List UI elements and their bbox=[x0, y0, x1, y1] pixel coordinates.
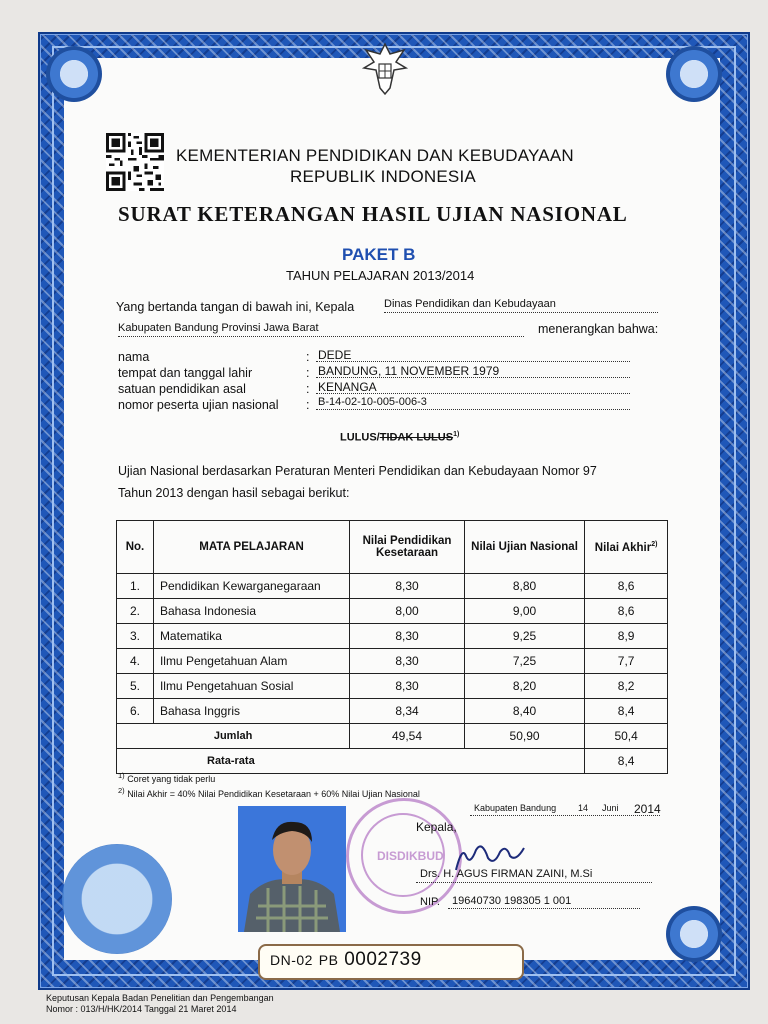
footnote-1-text: Coret yang tidak perlu bbox=[127, 774, 216, 784]
average-row bbox=[117, 749, 668, 774]
basis-line-1: Ujian Nasional berdasarkan Peraturan Menteri Pendidikan dan Kebudayaan Nomor 97 bbox=[118, 464, 597, 478]
region-dotted-line bbox=[118, 336, 524, 337]
table-row bbox=[117, 624, 668, 649]
row-un: 9,00 bbox=[464, 599, 584, 624]
intro-suffix: menerangkan bahwa: bbox=[538, 322, 659, 336]
row-no: 2. bbox=[117, 599, 154, 624]
paket-label: PAKET B bbox=[342, 245, 416, 264]
qr-code-icon bbox=[106, 133, 164, 191]
row-subject: Pendidikan Kewarganegaraan bbox=[153, 574, 349, 599]
header-akhir-label: Nilai Akhir bbox=[594, 541, 652, 554]
row-no: 3. bbox=[117, 624, 154, 649]
row-subject: Ilmu Pengetahuan Alam bbox=[153, 649, 349, 674]
sign-year: 2014 bbox=[634, 802, 661, 816]
identity-label-name: nama bbox=[118, 350, 150, 364]
colon: : bbox=[306, 366, 310, 380]
dotted-line bbox=[470, 815, 660, 816]
identity-value-birth: BANDUNG, 11 NOVEMBER 1979 bbox=[318, 364, 500, 378]
table-row bbox=[117, 574, 668, 599]
graduation-status bbox=[340, 431, 459, 444]
header-subject: MATA PELAJARAN bbox=[153, 521, 349, 574]
sign-month: Juni bbox=[602, 803, 619, 813]
certificate-title: SURAT KETERANGAN HASIL UJIAN NASIONAL bbox=[118, 202, 628, 226]
identity-label-number: nomor peserta ujian nasional bbox=[118, 398, 279, 412]
decree-line-1: Keputusan Kepala Badan Penelitian dan Pengembangan bbox=[46, 993, 274, 1003]
office-dotted-line bbox=[384, 312, 658, 313]
corner-ornament-top-right bbox=[666, 46, 722, 102]
serial-digits: 0002739 bbox=[344, 949, 422, 970]
row-un: 8,80 bbox=[464, 574, 584, 599]
row-kesetaraan: 8,00 bbox=[350, 599, 465, 624]
serial-prefix: DN-02 bbox=[270, 952, 313, 968]
sign-place: Kabupaten Bandung bbox=[474, 803, 557, 813]
dotted-line bbox=[416, 882, 652, 883]
serial-code: PB bbox=[318, 952, 339, 968]
table-row bbox=[117, 699, 668, 724]
identity-value-number: B-14-02-10-005-006-3 bbox=[318, 396, 427, 408]
row-kesetaraan: 8,30 bbox=[350, 649, 465, 674]
table-header-row bbox=[117, 521, 668, 574]
colon: : bbox=[306, 350, 310, 364]
status-lulus: LULUS/ bbox=[340, 431, 380, 444]
sign-nip: 19640730 198305 1 001 bbox=[452, 895, 572, 907]
identity-label-school: satuan pendidikan asal bbox=[118, 382, 246, 396]
colon: : bbox=[306, 398, 310, 412]
identity-value-school: KENANGA bbox=[318, 380, 377, 394]
row-no: 6. bbox=[117, 699, 154, 724]
row-un: 9,25 bbox=[464, 624, 584, 649]
table-row bbox=[117, 599, 668, 624]
republic-heading: REPUBLIK INDONESIA bbox=[290, 167, 476, 186]
academic-year: TAHUN PELAJARAN 2013/2014 bbox=[286, 268, 475, 283]
identity-label-birth: tempat dan tanggal lahir bbox=[118, 366, 253, 380]
total-un: 50,90 bbox=[464, 724, 584, 749]
row-akhir: 8,4 bbox=[585, 699, 668, 724]
footnote-1: $^{1)}$ Coret yang tidak perlu bbox=[118, 771, 216, 784]
decree-line-2: Nomor : 013/H/HK/2014 Tanggal 21 Maret 2014 bbox=[46, 1004, 237, 1014]
corner-ornament-bottom-right bbox=[666, 906, 722, 962]
status-footnote-ref: 1) bbox=[453, 431, 460, 438]
header-no: No. bbox=[117, 521, 154, 574]
stamp-text: DISDIKBUD bbox=[377, 849, 444, 863]
header-kesetaraan: Nilai Pendidikan Kesetaraan bbox=[350, 521, 465, 574]
row-un: 8,20 bbox=[464, 674, 584, 699]
total-kesetaraan: 49,54 bbox=[350, 724, 465, 749]
intro-prefix: Yang bertanda tangan di bawah ini, Kepala bbox=[116, 300, 355, 314]
total-akhir: 50,4 bbox=[585, 724, 668, 749]
colon: : bbox=[306, 382, 310, 396]
row-akhir: 8,2 bbox=[585, 674, 668, 699]
status-tidak-lulus: TIDAK LULUS bbox=[379, 431, 454, 444]
identity-value-name: DEDE bbox=[318, 348, 352, 362]
row-no: 1. bbox=[117, 574, 154, 599]
row-akhir: 8,9 bbox=[585, 624, 668, 649]
dotted-line bbox=[316, 409, 630, 410]
row-un: 8,40 bbox=[464, 699, 584, 724]
row-subject: Matematika bbox=[153, 624, 349, 649]
row-un: 7,25 bbox=[464, 649, 584, 674]
footnote-2: $^{2)}$ Nilai Akhir = 40% Nilai Pendidikan Kesetaraan + 60% Nilai Ujian Nasional bbox=[118, 786, 420, 799]
student-photo bbox=[238, 806, 346, 932]
row-kesetaraan: 8,34 bbox=[350, 699, 465, 724]
total-label: Jumlah bbox=[117, 724, 350, 749]
garuda-emblem-icon bbox=[360, 40, 410, 96]
total-row bbox=[117, 724, 668, 749]
header-akhir-footnote-ref: 2) bbox=[651, 540, 658, 548]
row-subject: Ilmu Pengetahuan Sosial bbox=[153, 674, 349, 699]
row-subject: Bahasa Indonesia bbox=[153, 599, 349, 624]
row-kesetaraan: 8,30 bbox=[350, 624, 465, 649]
row-akhir: 8,6 bbox=[585, 599, 668, 624]
row-kesetaraan: 8,30 bbox=[350, 574, 465, 599]
row-akhir: 7,7 bbox=[585, 649, 668, 674]
ministry-seal bbox=[62, 844, 172, 954]
row-no: 4. bbox=[117, 649, 154, 674]
dotted-line bbox=[316, 361, 630, 362]
sign-name: Drs. H. AGUS FIRMAN ZAINI, M.Si bbox=[420, 868, 593, 880]
sign-nip-label: NIP. bbox=[420, 896, 440, 908]
sign-day: 14 bbox=[578, 803, 589, 813]
table-row bbox=[117, 674, 668, 699]
row-no: 5. bbox=[117, 674, 154, 699]
official-stamp bbox=[346, 798, 462, 914]
row-kesetaraan: 8,30 bbox=[350, 674, 465, 699]
dotted-line bbox=[316, 393, 630, 394]
row-akhir: 8,6 bbox=[585, 574, 668, 599]
serial-number bbox=[270, 949, 422, 971]
header-akhir bbox=[585, 521, 668, 574]
office-name: Dinas Pendidikan dan Kebudayaan bbox=[384, 298, 556, 310]
ministry-heading: KEMENTERIAN PENDIDIKAN DAN KEBUDAYAAN bbox=[176, 146, 574, 165]
header-un: Nilai Ujian Nasional bbox=[464, 521, 584, 574]
dotted-line bbox=[448, 908, 640, 909]
footnote-2-text: Nilai Akhir = 40% Nilai Pendidikan Kesetaraan + 60% Nilai Ujian Nasional bbox=[127, 789, 420, 799]
row-subject: Bahasa Inggris bbox=[153, 699, 349, 724]
dotted-line bbox=[316, 377, 630, 378]
average-label: Rata-rata bbox=[117, 749, 585, 774]
sign-role: Kepala, bbox=[416, 820, 457, 834]
region-name: Kabupaten Bandung Provinsi Jawa Barat bbox=[118, 322, 319, 334]
table-row bbox=[117, 649, 668, 674]
corner-ornament-top-left bbox=[46, 46, 102, 102]
basis-line-2: Tahun 2013 dengan hasil sebagai berikut: bbox=[118, 486, 350, 500]
grades-table bbox=[116, 520, 668, 774]
average-akhir: 8,4 bbox=[585, 749, 668, 774]
